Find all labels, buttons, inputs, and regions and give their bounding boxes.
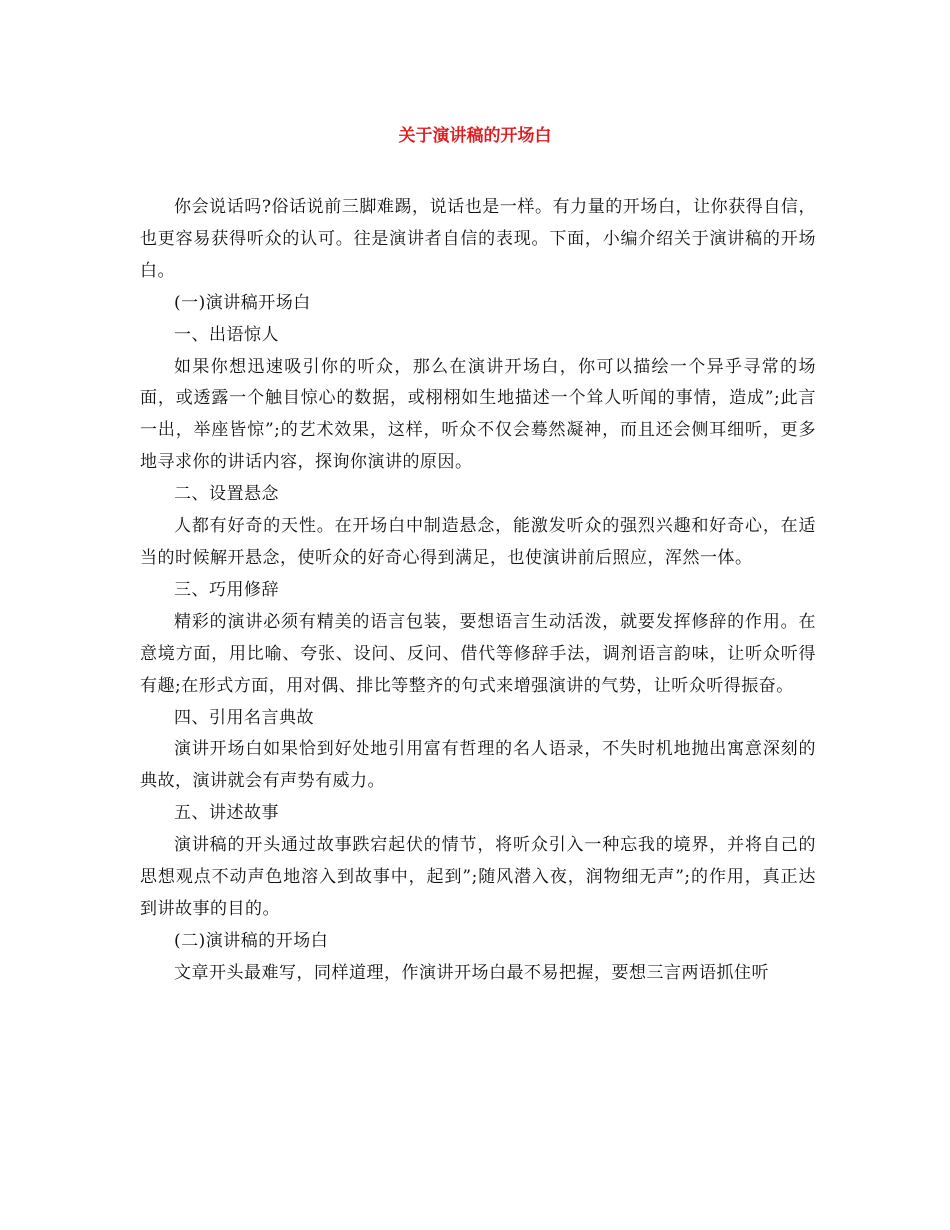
paragraph-4: 演讲开场白如果恰到好处地引用富有哲理的名人语录，不失时机地抛出寓意深刻的典故，演讲就会有声势有威力。 [140, 739, 816, 792]
paragraph-5: 演讲稿的开头通过故事跌宕起伏的情节，将听众引入一种忘我的境界，并将自己的思想观点不动声色地溶入到故事中，起到”;随风潜入夜，润物细无声”;的作用，真正达到讲故事的目的。 [140, 835, 816, 919]
paragraph-6: 文章开头最难写，同样道理，作演讲开场白最不易把握，要想三言两语抓住听 [174, 962, 769, 983]
paragraph-3: 精彩的演讲必须有精美的语言包装，要想语言生动活泼，就要发挥修辞的作用。在意境方面，用比喻、夸张、设问、反问、借代等修辞手法，调剂语言韵味，让听众听得有趣;在形式方面，用对偶、排比等整齐的句式来增强演讲的气势，让听众听得振奋。 [140, 611, 816, 696]
paragraph-1: 如果你想迅速吸引你的听众，那么在演讲开场白，你可以描绘一个异乎寻常的场面，或透露一个触目惊心的数据，或栩栩如生地描述一个耸人听闻的事情，造成”;此言一出，举座皆惊”;的艺术效果，这样，听众不仅会蓦然凝神，而且还会侧耳细听，更多地寻求你的讲话内容，探询你演讲的原因。 [140, 356, 816, 473]
section-heading-2: (二)演讲稿的开场白 [174, 930, 329, 951]
section-heading-1: (一)演讲稿开场白 [174, 292, 311, 313]
document-title: 关于演讲稿的开场白 [398, 126, 552, 146]
document-body [140, 192, 816, 990]
subheading-3: 三、巧用修辞 [174, 579, 279, 600]
subheading-2: 二、设置悬念 [174, 484, 279, 505]
subheading-4: 四、引用名言典故 [174, 707, 314, 728]
subheading-5: 五、讲述故事 [174, 803, 279, 824]
paragraph-2: 人都有好奇的天性。在开场白中制造悬念，能激发听众的强烈兴趣和好奇心，在适当的时候解开悬念，使听众的好奇心得到满足，也使演讲前后照应，浑然一体。 [140, 516, 816, 568]
paragraph-intro: 你会说话吗?俗话说前三脚难踢，说话也是一样。有力量的开场白，让你获得自信，也更容易获得听众的认可。往是演讲者自信的表现。下面，小编介绍关于演讲稿的开场白。 [140, 197, 816, 281]
subheading-1: 一、出语惊人 [174, 324, 279, 345]
